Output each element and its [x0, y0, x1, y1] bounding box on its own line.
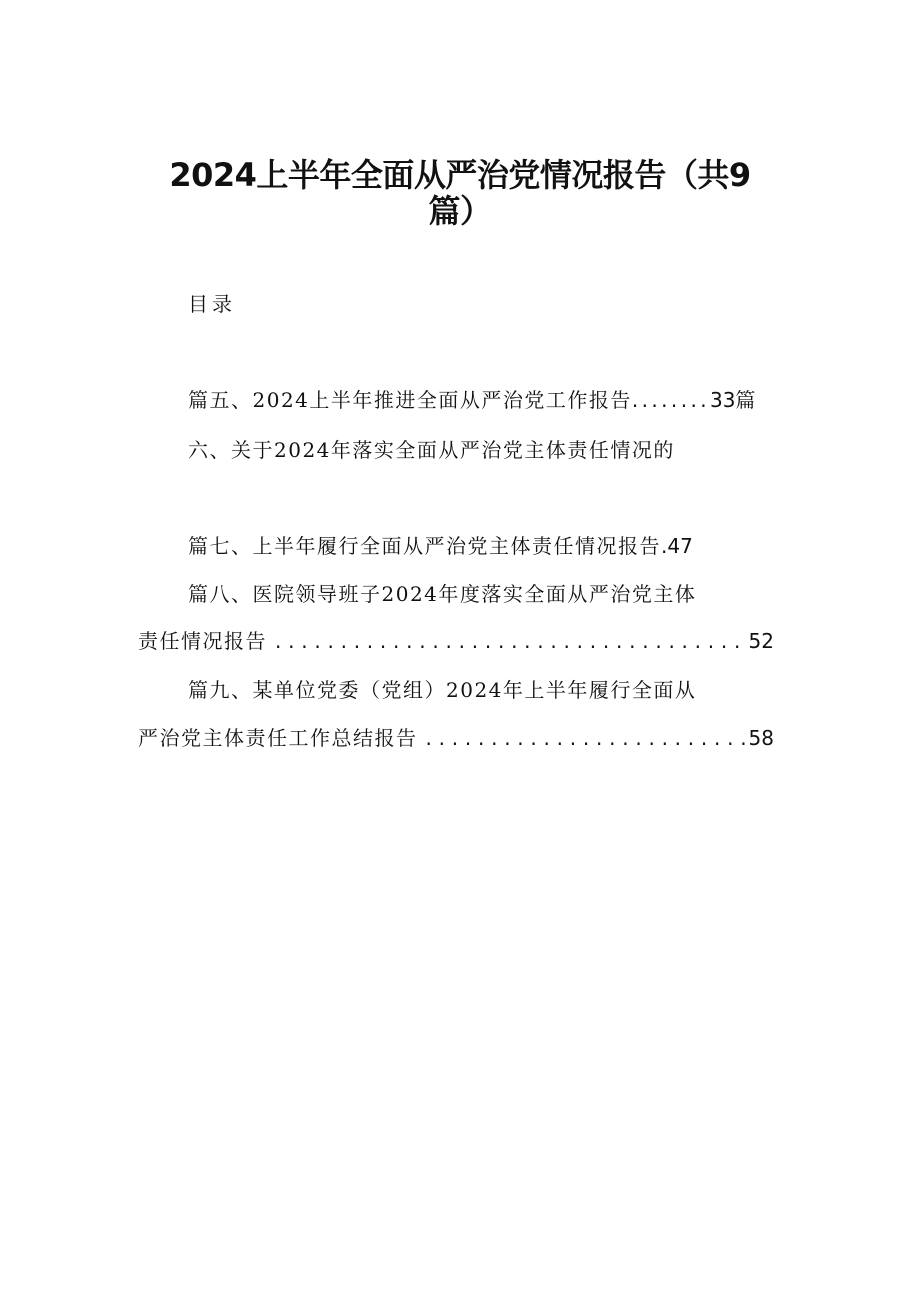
toc-entry-9-text-2: 严治党主体责任工作总结报告 [138, 726, 418, 750]
toc-entry-7-tail: .47 [661, 534, 693, 558]
toc-entry-9-page: 58 [748, 726, 774, 750]
document-title-line-1: 2024上半年全面从严治党情况报告（共9 [169, 156, 751, 194]
toc-entry-8-text-1: 篇八、医院领导班子2024年度落实全面从严治党主体 [188, 582, 697, 606]
toc-entry-5-dots: ........ [631, 388, 710, 412]
toc-entry-7[interactable] [188, 530, 693, 559]
toc-entry-9-line-2[interactable] [138, 722, 774, 751]
toc-entry-6-text: 六、关于2024年落实全面从严治党主体责任情况的 [188, 438, 675, 462]
toc-entry-9-line-1[interactable] [188, 674, 696, 703]
document-title-line-2: 篇） [428, 192, 492, 230]
toc-entry-8-leader [275, 629, 745, 653]
toc-entry-9-leader [426, 726, 745, 750]
toc-entry-7-text: 篇七、上半年履行全面从严治党主体责任情况报告 [188, 534, 661, 558]
toc-entry-8-page: 52 [748, 629, 774, 653]
toc-entry-5[interactable] [188, 384, 755, 413]
toc-entry-8-line-1[interactable] [188, 578, 696, 607]
toc-entry-5-tail: 33篇 [709, 388, 756, 412]
toc-entry-8-line-2[interactable] [138, 625, 774, 654]
toc-entry-8-text-2: 责任情况报告 [138, 629, 267, 653]
toc-heading: 目录 [188, 292, 236, 316]
toc-entry-5-text: 篇五、2024上半年推进全面从严治党工作报告 [188, 388, 632, 412]
toc-entry-6[interactable] [188, 434, 675, 463]
toc-entry-9-text-1: 篇九、某单位党委（党组）2024年上半年履行全面从 [188, 678, 697, 702]
